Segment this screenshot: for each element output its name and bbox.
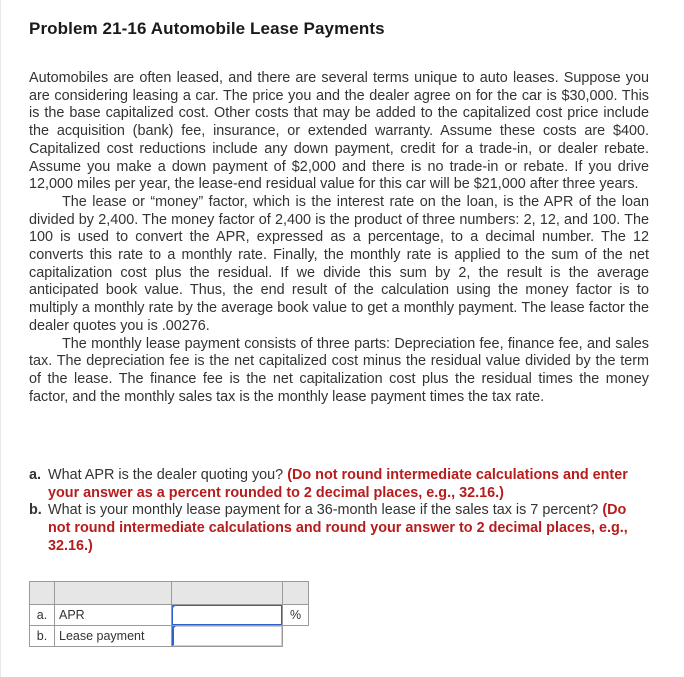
question-b — [29, 502, 651, 555]
lease-payment-input[interactable] — [172, 626, 282, 646]
paragraph-3: The monthly lease payment consists of three parts: Depreciation fee, finance fee, and sales tax. The depreciation fee is the net capitalized cost minus the residual value divided by the term of the lease. The finance fee is the net capitalization cost plus the residual times the money factor, and the monthly sales tax is the monthly lease payment times the tax rate. — [29, 335, 649, 405]
apr-input[interactable] — [172, 605, 282, 625]
question-b-instruction: (Do not round intermediate calculations and round your answer to 2 decimal places, e.g., 32.16.) — [48, 502, 628, 554]
answer-flag-icon — [172, 605, 176, 609]
apr-unit-label: % — [283, 605, 309, 626]
problem-body — [29, 70, 649, 406]
question-a-text: What APR is the dealer quoting you? — [48, 467, 284, 483]
answer-flag-icon — [172, 626, 176, 630]
answer-row-apr — [30, 605, 309, 626]
answer-row-letter: a. — [30, 605, 55, 626]
paragraph-2: The lease or “money” factor, which is the interest rate on the loan, is the APR of the loan divided by 2,400. The money factor of 2,400 is the product of three numbers: 2, 12, and 100. The 100 is used to convert the APR, expressed as a percentage, to a decimal number. The 12 converts this rate to a monthly rate. Finally, the monthly rate is applied to the sum of the net capitalization cost plus the residual. If we divide this sum by 2, the result is the average anticipated book value. Thus, the end result of the calculation using the money factor is to multiply a monthly rate by the average book value to get a monthly payment. The lease factor the dealer quotes you is .00276. — [29, 193, 649, 334]
problem-title: Problem 21-16 Automobile Lease Payments — [29, 19, 385, 38]
answer-row-lease-payment — [30, 626, 309, 647]
answer-row-letter: b. — [30, 626, 55, 647]
answer-table — [29, 581, 309, 647]
answer-row-label: Lease payment — [55, 626, 172, 647]
page-edge-divider — [0, 0, 1, 677]
question-b-letter: b. — [29, 502, 42, 519]
question-a-instruction: (Do not round intermediate calculations and enter your answer as a percent rounded to 2 decimal places, e.g., 32.16.) — [48, 467, 628, 501]
answer-table-header — [30, 582, 309, 605]
answer-row-label: APR — [55, 605, 172, 626]
question-a — [29, 467, 651, 502]
question-b-text: What is your monthly lease payment for a 36-month lease if the sales tax is 7 percent? — [48, 502, 599, 519]
question-list — [29, 467, 651, 556]
lease-payment-unit-label — [283, 626, 309, 647]
paragraph-1: Automobiles are often leased, and there are several terms unique to auto leases. Suppose you are considering leasing a car. The price you and the dealer agree on for the car is $30,000. This is the base capitalized cost. Other costs that may be added to the capitalized cost price include the acquisition (bank) fee, insurance, or extended warranty. Assume these costs are $400. Capitalized cost reductions include any down payment, credit for a trade-in, or dealer rebate. Assume you make a down payment of $2,000 and there is no trade-in or rebate. If you drive 12,000 miles per year, the lease-end residual value for this car will be $21,000 after three years. — [29, 70, 649, 193]
question-a-letter: a. — [29, 467, 42, 483]
